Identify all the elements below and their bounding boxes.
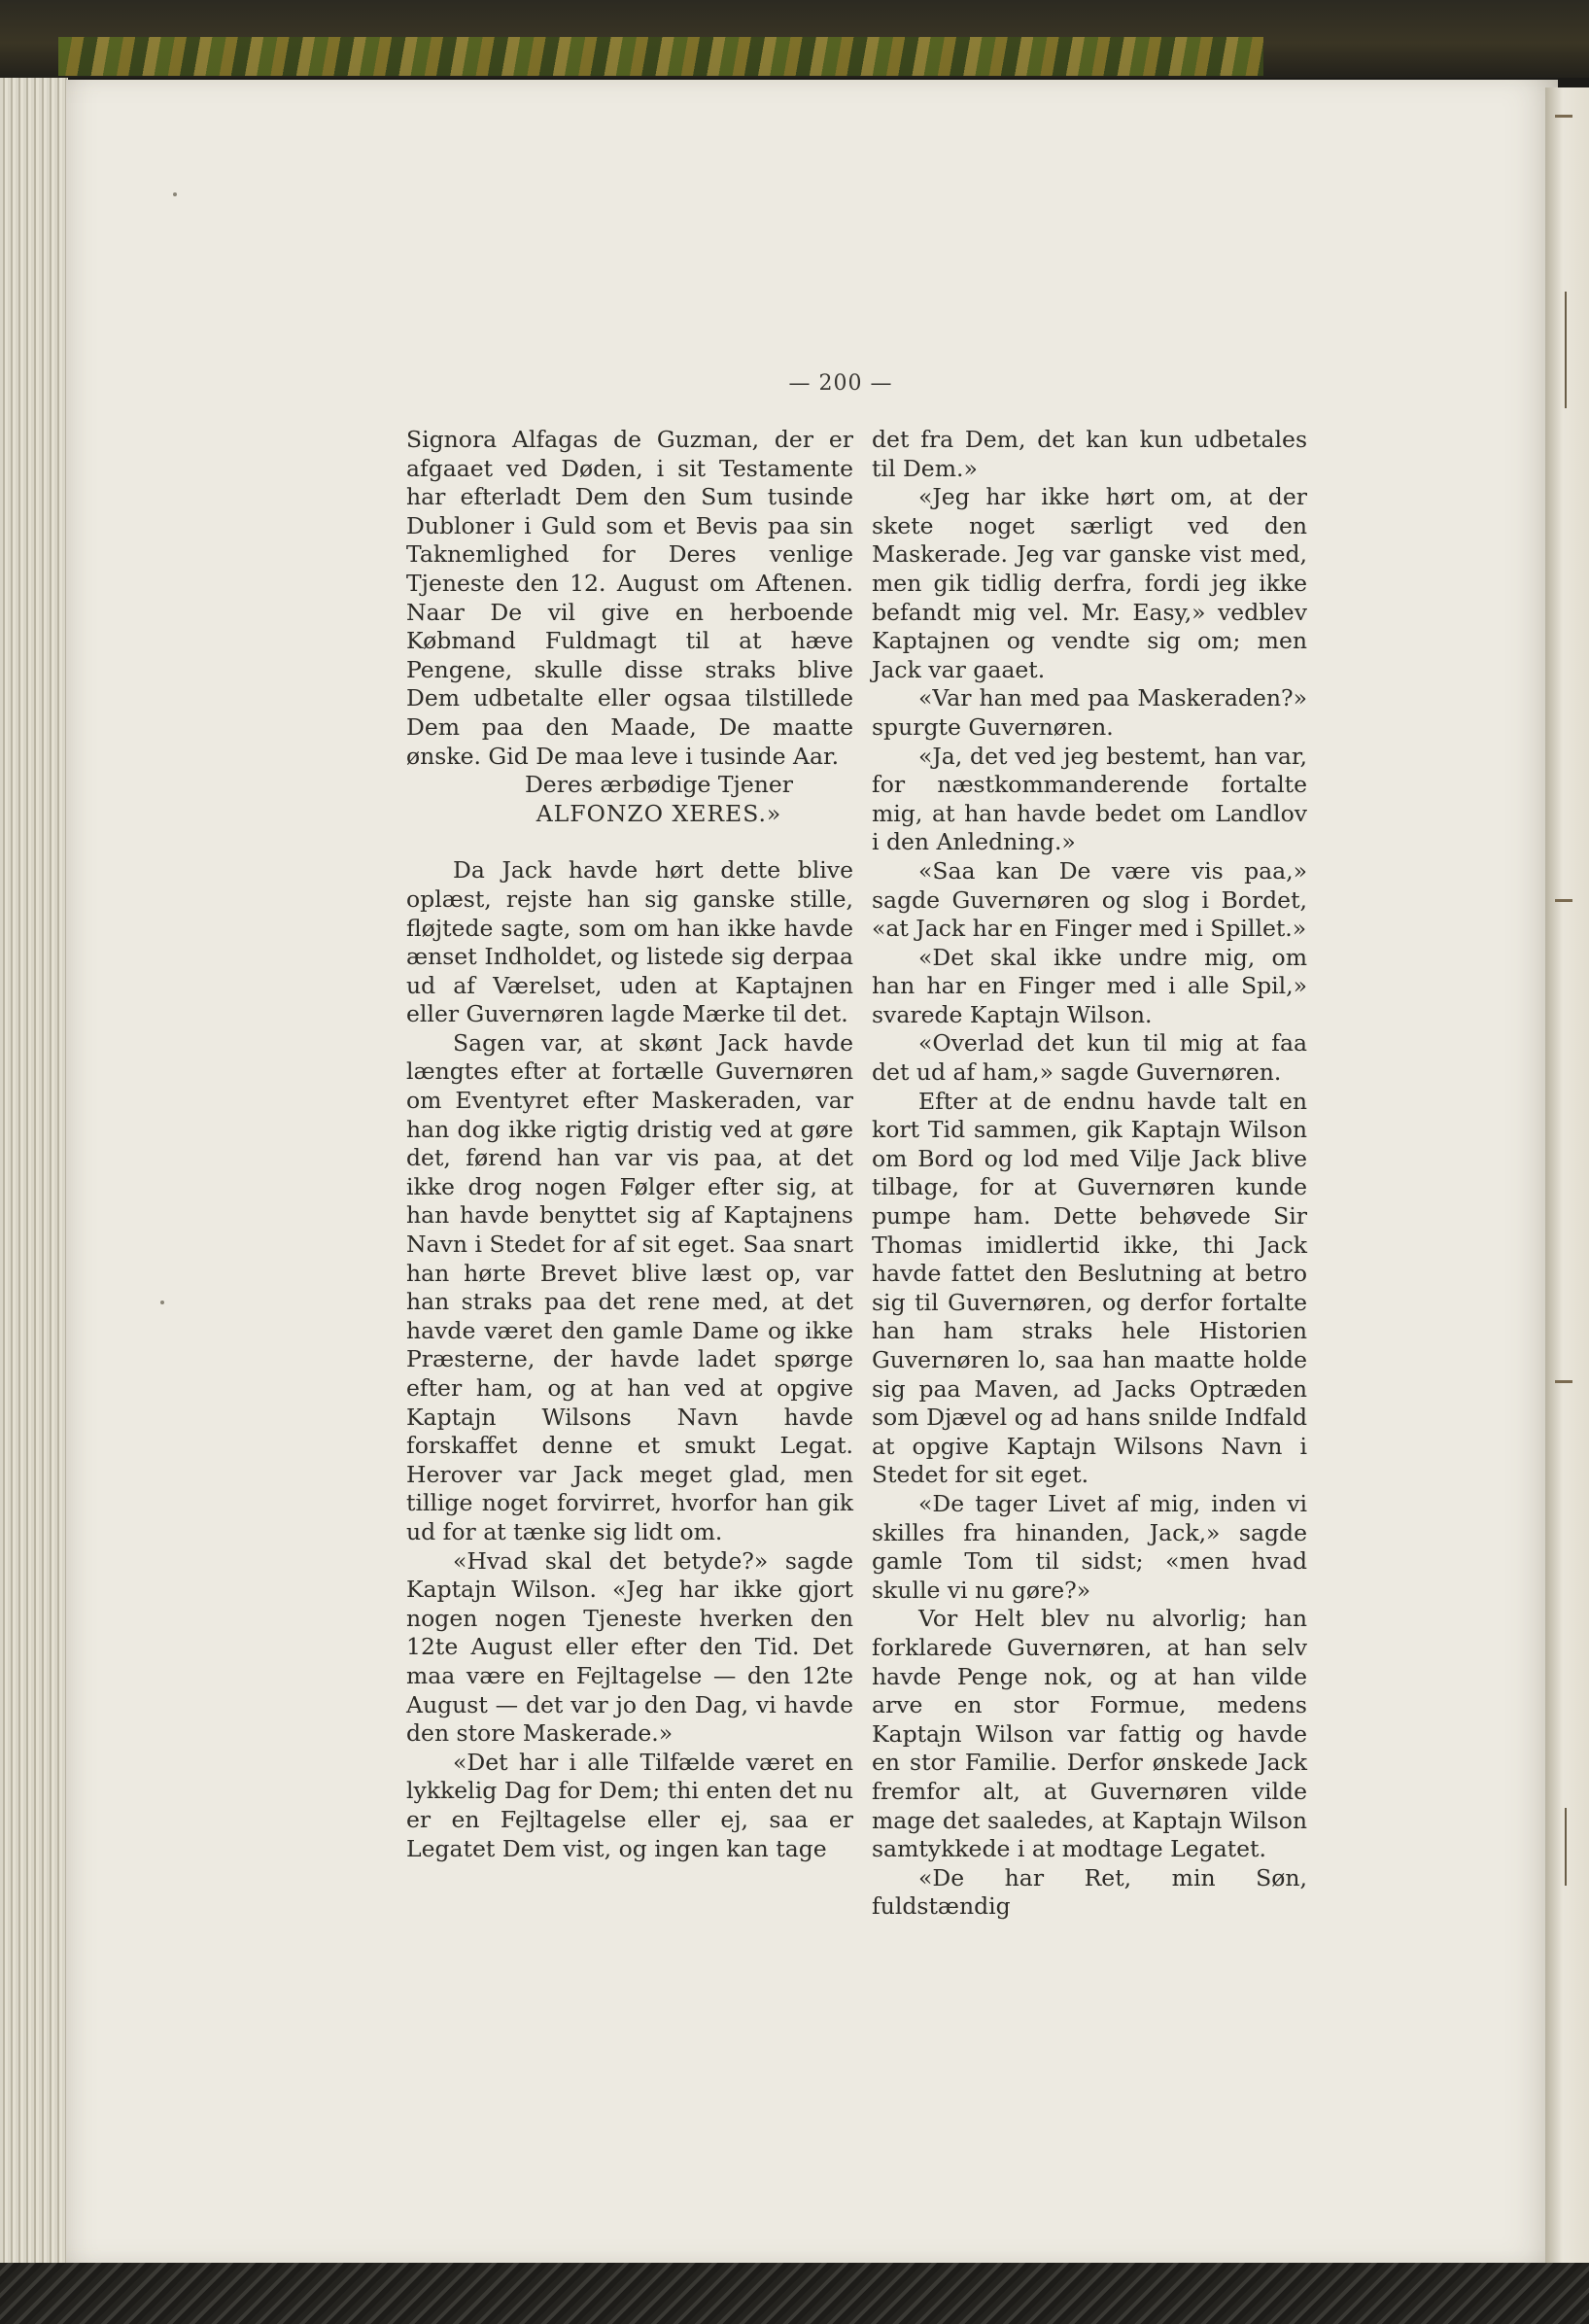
- paragraph: «Hvad skal det betyde?» sagde Kaptajn Wilson. «Jeg har ikke gjort nogen nogen Tjeneste hverken den 12te August eller efter den Tid. Det maa være en Fejltagelse — den 12te August — det var jo den Dag, vi havde den store Maskerade.»: [406, 1546, 853, 1748]
- paragraph: det fra Dem, det kan kun udbetales til Dem.»: [872, 426, 1307, 482]
- scan-bottom-cloth: [0, 2263, 1589, 2324]
- paragraph: Da Jack havde hørt dette blive oplæst, rejste han sig ganske stille, fløjtede sagte, som om han ikke havde ænset Indholdet, og listede sig derpaa ud af Værelset, uden at Kaptajnen eller Guvernøren lagde Mærke til det.: [406, 856, 853, 1028]
- edge-mark: [1555, 899, 1572, 902]
- letter-signature: ALFONZO XERES.»: [535, 799, 782, 827]
- edge-mark: [1555, 115, 1572, 118]
- paragraph: «Var han med paa Maskeraden?» spurgte Guvernøren.: [872, 684, 1307, 741]
- page-stack-edges: [0, 78, 68, 2265]
- right-column: [872, 426, 1307, 1922]
- paragraph: «De tager Livet af mig, inden vi skilles fra hinanden, Jack,» sagde gamle Tom til sidst; «men hvad skulle vi nu gøre?»: [872, 1489, 1307, 1604]
- paragraph: «Saa kan De være vis paa,» sagde Guvernøren og slog i Bordet, «at Jack har en Finger med i Spillet.»: [872, 856, 1307, 943]
- letter-body: Signora Alfagas de Guzman, der er afgaaet ved Døden, i sit Testamente har efterladt Dem den Sum tusinde Dubloner i Guld som et Bevis paa sin Taknemlighed for Deres venlige Tjeneste den 12. August om Aftenen. Naar De vil give en herboende Købmand Fuldmagt til at hæve Pengene, skulle disse straks blive Dem udbetalte eller ogsaa tilstillede Dem paa den Maade, De maatte ønske. Gid De maa leve i tusinde Aar.: [406, 426, 853, 770]
- edge-mark: [1555, 1380, 1572, 1383]
- page-number: — 200 —: [788, 371, 893, 396]
- paragraph: «Det skal ikke undre mig, om han har en Finger med i alle Spil,» svarede Kaptajn Wilson.: [872, 943, 1307, 1028]
- marbled-edge: [58, 37, 1263, 76]
- paragraph: Sagen var, at skønt Jack havde længtes efter at fortælle Guvernøren om Eventyret efter Maskeraden, var han dog ikke rigtig dristig ved at gøre det, førend han var vis paa, at det ikke drog nogen Følger efter sig, at han havde benyttet sig af Kaptajnens Navn i Stedet for af sit eget. Saa snart han hørte Brevet blive læst op, var han straks paa det rene med, at det havde været den gamle Dame og ikke Præsterne, der havde ladet spørge efter ham, og at han ved at opgive Kaptajn Wilsons Navn havde forskaffet denne et smukt Legat. Herover var Jack meget glad, men tillige noget forvirret, hvorfor han gik ud for at tænke sig lidt om.: [406, 1028, 853, 1545]
- paper-blemish: [173, 192, 177, 196]
- paragraph: «Overlad det kun til mig at faa det ud af ham,» sagde Guvernøren.: [872, 1029, 1307, 1087]
- paragraph: «Jeg har ikke hørt om, at der skete noget særligt ved den Maskerade. Jeg var ganske vist med, men gik tidlig derfra, fordi jeg ikke befandt mig vel. Mr. Easy,» vedblev Kaptajnen og vendte sig om; men Jack var gaaet.: [872, 483, 1307, 683]
- paper-blemish: [160, 1301, 164, 1304]
- left-column: [406, 426, 853, 1863]
- paragraph: Vor Helt blev nu alvorlig; han forklarede Guvernøren, at han selv havde Penge nok, og at han vilde arve en stor Formue, medens Kaptajn Wilson var fattig og havde en stor Familie. Derfor ønskede Jack fremfor alt, at Guvernøren vilde mage det saaledes, at Kaptajn Wilson samtykkede i at modtage Legatet.: [872, 1605, 1307, 1863]
- edge-mark: [1565, 1808, 1567, 1886]
- letter-closing: Deres ærbødige Tjener: [524, 771, 794, 799]
- paragraph: Efter at de endnu havde talt en kort Tid sammen, gik Kaptajn Wilson om Bord og lod med Vilje Jack blive tilbage, for at Guvernøren kunde pumpe ham. Dette behøvede Sir Thomas imidlertid ikke, thi Jack havde fattet den Beslutning at betro sig til Guvernøren, og derfor fortalte han ham straks hele Historien Guvernøren lo, saa han maatte holde sig paa Maven, ad Jacks Optræden som Djævel og ad hans snilde Indfald at opgive Kaptajn Wilsons Navn i Stedet for sit eget.: [872, 1087, 1307, 1489]
- edge-mark: [1565, 292, 1567, 408]
- paragraph: «De har Ret, min Søn, fuldstændig: [872, 1863, 1307, 1921]
- paragraph: «Det har i alle Tilfælde været en lykkelig Dag for Dem; thi enten det nu er en Fejltagelse eller ej, saa er Legatet Dem vist, og ingen kan tage: [406, 1748, 853, 1862]
- adjacent-page-edge: [1545, 87, 1589, 2265]
- paragraph: «Ja, det ved jeg bestemt, han var, for næstkommanderende fortalte mig, at han havde bedet om Landlov i den Anledning.»: [872, 742, 1307, 856]
